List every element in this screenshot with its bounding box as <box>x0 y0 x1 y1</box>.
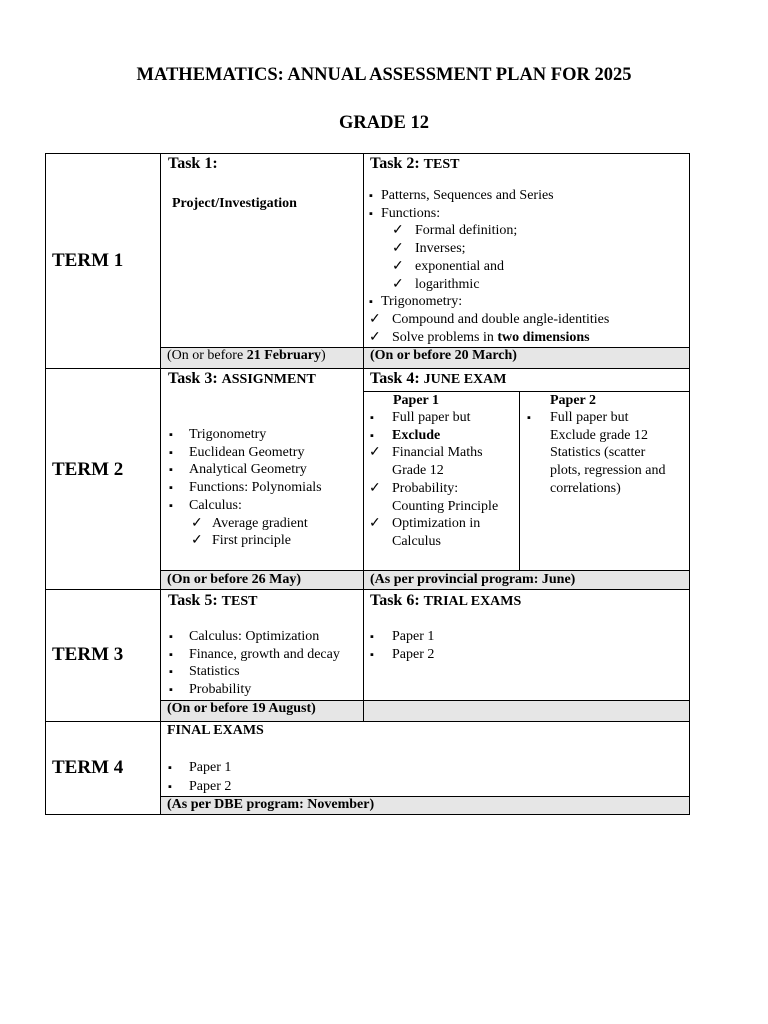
check-icon: ✓ <box>392 276 404 292</box>
list-item: ▪ Euclidean Geometry <box>167 444 322 462</box>
task2-heading: Task 2: TEST <box>370 155 460 172</box>
list-item: ✓ Probability: <box>369 480 459 496</box>
document-title: MATHEMATICS: ANNUAL ASSESSMENT PLAN FOR 2025 <box>136 65 632 85</box>
task3-topic-list <box>167 426 322 550</box>
list-item: ▪ Exclude <box>369 427 498 445</box>
list-item: ▪ Paper 2 <box>167 777 231 796</box>
list-item: ▪ Paper 2 <box>369 646 434 664</box>
bullet-icon: ▪ <box>169 648 173 661</box>
bullet-icon: ▪ <box>369 296 373 309</box>
task2-due: (On or before 20 March) <box>370 348 517 363</box>
check-icon: ✓ <box>369 480 381 496</box>
bullet-icon: ▪ <box>370 648 374 661</box>
list-item: ✓ First principle <box>191 533 291 549</box>
list-item: ▪ Statistics <box>167 663 340 681</box>
list-item: ▪ Full paper but <box>526 409 665 427</box>
task3-due: (On or before 26 May) <box>167 572 302 587</box>
check-icon: ✓ <box>392 241 404 257</box>
bullet-icon: ▪ <box>370 412 374 424</box>
term2-label: TERM 2 <box>52 459 124 480</box>
bullet-icon: ▪ <box>169 482 173 495</box>
list-item: ✓ logarithmic <box>392 276 480 292</box>
bullet-icon: ▪ <box>169 499 173 512</box>
term3-label: TERM 3 <box>52 644 124 665</box>
check-icon: ✓ <box>369 445 381 461</box>
task3-heading: Task 3: ASSIGNMENT <box>168 370 316 387</box>
list-item: correlations) <box>550 480 621 496</box>
list-item: ▪ Trigonometry <box>167 426 322 444</box>
check-icon: ✓ <box>369 329 381 345</box>
task1-due: (On or before 21 February) <box>167 348 326 363</box>
task5-heading: Task 5: TEST <box>168 592 258 609</box>
task1-topic: Project/Investigation <box>172 196 297 211</box>
bullet-icon: ▪ <box>370 429 374 442</box>
list-item: Grade 12 <box>392 463 444 479</box>
bullet-icon: ▪ <box>169 429 173 441</box>
bullet-icon: ▪ <box>169 446 173 459</box>
check-icon: ✓ <box>191 533 203 549</box>
bullet-icon: ▪ <box>527 412 531 424</box>
task2-topic-list <box>369 187 609 346</box>
bullet-icon: ▪ <box>169 464 173 477</box>
list-item: ✓ Financial Maths <box>369 445 483 461</box>
list-item: ✓ Optimization in <box>369 516 481 532</box>
list-item: Statistics (scatter <box>550 445 646 461</box>
term1-label: TERM 1 <box>52 250 124 271</box>
check-icon: ✓ <box>392 258 404 274</box>
list-item: ▪ Calculus: <box>167 497 322 515</box>
final-exams-heading: FINAL EXAMS <box>167 723 264 738</box>
task5-topic-list <box>167 628 340 699</box>
bullet-icon: ▪ <box>168 781 172 793</box>
check-icon: ✓ <box>392 223 404 239</box>
check-icon: ✓ <box>369 311 381 327</box>
task6-list <box>369 628 434 663</box>
list-item: Counting Principle <box>392 498 499 514</box>
list-item: ✓ Compound and double angle-identities <box>369 311 610 327</box>
list-item: ▪ Finance, growth and decay <box>167 646 340 664</box>
list-item: ▪ Patterns, Sequences and Series <box>369 187 609 205</box>
list-item: ▪ Calculus: Optimization <box>167 628 340 646</box>
paper2-title: Paper 2 <box>550 393 597 408</box>
list-item: ✓ Inverses; <box>392 241 466 257</box>
paper1-list <box>369 409 498 551</box>
task4-due: (As per provincial program: June) <box>370 572 576 587</box>
paper2-list <box>526 409 665 498</box>
list-item: ▪ Paper 1 <box>167 758 231 777</box>
bullet-icon: ▪ <box>369 190 373 202</box>
paper1-title: Paper 1 <box>393 393 440 408</box>
list-item: ✓ Formal definition; <box>392 223 518 239</box>
list-item: ▪ Paper 1 <box>369 628 434 646</box>
list-item: Exclude grade 12 <box>550 427 648 443</box>
final-exams-list <box>167 758 231 796</box>
list-item: ✓ exponential and <box>392 258 505 274</box>
term4-label: TERM 4 <box>52 757 124 778</box>
task5-due: (On or before 19 August) <box>167 701 316 716</box>
bullet-icon: ▪ <box>169 666 173 679</box>
list-item: ▪ Analytical Geometry <box>167 461 322 479</box>
bullet-icon: ▪ <box>168 762 172 774</box>
list-item: ▪ Trigonometry: <box>369 293 609 311</box>
bullet-icon: ▪ <box>169 684 173 697</box>
check-icon: ✓ <box>191 515 203 531</box>
list-item: ▪ Full paper but <box>369 409 498 427</box>
term4-due: (As per DBE program: November) <box>167 797 375 812</box>
list-item: Calculus <box>392 533 441 549</box>
task1-heading: Task 1: <box>168 155 218 172</box>
document-subtitle: GRADE 12 <box>339 113 429 133</box>
check-icon: ✓ <box>369 516 381 532</box>
task6-heading: Task 6: TRIAL EXAMS <box>370 592 522 609</box>
bullet-icon: ▪ <box>169 631 173 643</box>
list-item: ▪ Probability <box>167 681 340 699</box>
list-item: plots, regression and <box>550 463 666 479</box>
list-item: ✓ Solve problems in two dimensions <box>369 329 590 345</box>
list-item: ▪ Functions: <box>369 205 609 223</box>
list-item: ▪ Functions: Polynomials <box>167 479 322 497</box>
bullet-icon: ▪ <box>370 631 374 643</box>
task4-heading: Task 4: JUNE EXAM <box>370 370 507 387</box>
list-item: ✓ Average gradient <box>191 515 308 531</box>
bullet-icon: ▪ <box>369 207 373 220</box>
